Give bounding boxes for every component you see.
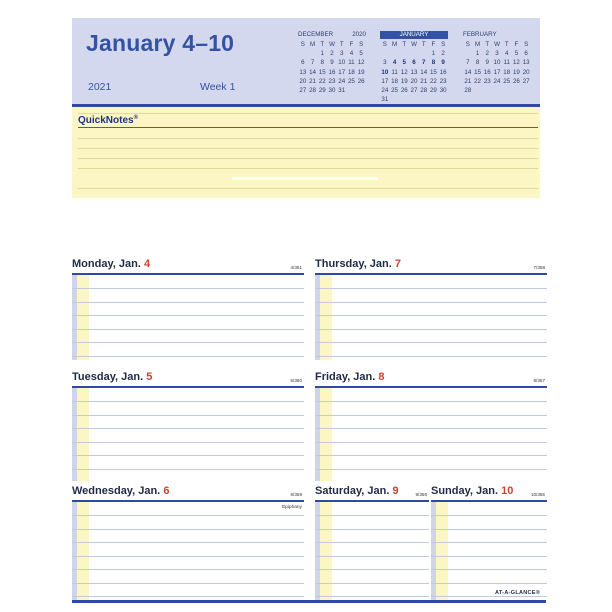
ruled-line (72, 288, 304, 289)
weekday-letter: T (421, 41, 426, 48)
day-number: 7 (394, 258, 402, 270)
mini-calendar-day: 13 (522, 59, 530, 67)
mini-calendar-day: 7 (421, 59, 426, 67)
mini-calendar-day: 20 (410, 77, 418, 85)
mini-calendar-month: FEBRUARY (463, 31, 497, 38)
footer-rule (72, 600, 546, 603)
mini-calendar-day (390, 95, 400, 104)
ruled-line (315, 515, 429, 516)
mini-calendar-day (409, 49, 419, 58)
mini-calendar-grid (463, 40, 531, 95)
year-label: 2021 (88, 81, 112, 93)
day-of-year-count: 5/360 (290, 378, 302, 383)
mini-calendar-day: 17 (338, 68, 346, 76)
mini-calendar-grid (298, 40, 366, 95)
ruled-line (72, 442, 304, 443)
mini-calendar-day: 2 (330, 50, 334, 58)
mini-calendar-day: 27 (299, 86, 307, 94)
mini-calendar-day: 6 (524, 50, 528, 58)
quicknotes-line (78, 188, 538, 189)
mini-calendar-day: 18 (347, 68, 355, 76)
mini-calendar-day: 27 (522, 77, 530, 85)
brand-logo: AT-A-GLANCE® (495, 590, 541, 596)
day-header-rule (72, 273, 304, 275)
mini-calendar-day: 16 (483, 68, 491, 76)
mini-calendar-day: 8 (320, 59, 324, 67)
ruled-line (315, 542, 429, 543)
ruled-line (315, 469, 547, 470)
mini-calendar-day: 23 (439, 77, 447, 85)
weekday-letter: F (431, 41, 436, 48)
mini-calendar-day: 10 (381, 68, 389, 76)
mini-calendar-day: 14 (464, 68, 472, 76)
week-number-label: Week 1 (200, 81, 236, 93)
mini-calendar-day: 2 (485, 50, 489, 58)
mini-calendar-header (298, 31, 366, 39)
mini-calendar-day: 31 (338, 86, 346, 94)
day-of-year-count: 9/356 (415, 492, 427, 497)
ruled-line (315, 596, 429, 597)
day-panel-monday[interactable] (72, 258, 304, 360)
ruled-line (72, 469, 304, 470)
mini-calendar-day: 26 (357, 77, 365, 85)
mini-calendar-day: 25 (503, 77, 511, 85)
day-title (315, 485, 399, 497)
weekday-letter: M (474, 41, 481, 48)
day-panel-wednesday[interactable] (72, 485, 304, 600)
ruled-line (72, 356, 304, 357)
day-number: 8 (378, 371, 385, 383)
day-of-year-count: 8/357 (533, 378, 545, 383)
day-of-year-count: 6/359 (290, 492, 302, 497)
mini-calendar-day (390, 49, 400, 58)
weekday-letter: M (309, 41, 316, 48)
mini-calendar-day: 10 (338, 59, 346, 67)
mini-calendar-day: 12 (357, 59, 365, 67)
weekday-letter: S (441, 41, 446, 48)
day-title (431, 485, 513, 497)
quicknotes-line (78, 113, 538, 114)
mini-calendar-day: 17 (493, 68, 501, 76)
ruled-line (72, 569, 304, 570)
holiday-label: Epiphany (281, 505, 302, 510)
ruled-line (431, 556, 547, 557)
ruled-line (72, 302, 304, 303)
day-number: 5 (146, 371, 153, 383)
day-panel-friday[interactable] (315, 371, 547, 481)
mini-calendar-day: 4 (349, 50, 354, 58)
mini-calendar-day: 24 (381, 86, 389, 94)
mini-calendar-day: 1 (320, 50, 324, 58)
ruled-line (431, 542, 547, 543)
mini-calendar-day (438, 95, 448, 104)
mini-calendar-day: 3 (339, 50, 344, 58)
ruled-line (315, 583, 429, 584)
day-name: Tuesday, Jan. (72, 371, 144, 383)
day-title (315, 258, 401, 270)
mini-calendar-day: 7 (310, 59, 315, 67)
ruled-line (72, 329, 304, 330)
day-title (72, 371, 152, 383)
weekday-letter: T (320, 41, 325, 48)
mini-calendar-day: 23 (328, 77, 336, 85)
mini-calendar-day (409, 95, 419, 104)
day-name: Saturday, Jan. (315, 485, 390, 497)
mini-calendar-month: DECEMBER (298, 31, 334, 38)
mini-calendar-day: 30 (328, 86, 336, 94)
mini-calendar-day: 15 (429, 68, 437, 76)
mini-calendar-day (473, 86, 483, 95)
week-range-title: January 4–10 (86, 30, 235, 56)
quicknotes-red-rule (78, 127, 538, 128)
mini-calendar-february (463, 31, 531, 95)
day-header-rule (315, 273, 547, 275)
mini-calendar-day: 5 (402, 59, 406, 67)
day-title (72, 258, 150, 270)
mini-calendar-day: 26 (512, 77, 520, 85)
day-header-rule (431, 500, 547, 502)
mini-calendar-day: 29 (429, 86, 437, 94)
quicknotes-tab-slot (232, 177, 378, 180)
weekday-letter: T (402, 41, 407, 48)
quicknotes-line (78, 168, 538, 169)
mini-calendar-day: 28 (309, 86, 316, 94)
day-header-rule (315, 500, 429, 502)
mini-calendar-january (380, 31, 448, 104)
weekday-letter: S (359, 41, 364, 48)
mini-calendar-day: 6 (412, 59, 416, 67)
weekday-letter: F (349, 41, 354, 48)
weekday-letter: T (339, 41, 344, 48)
mini-calendar-year: 2020 (352, 31, 366, 38)
mini-calendar-day: 22 (474, 77, 481, 85)
mini-calendar-day: 5 (359, 50, 363, 58)
mini-calendar-day: 19 (512, 68, 520, 76)
mini-calendar-day: 4 (392, 59, 397, 67)
ruled-line (315, 415, 547, 416)
weekday-letter: S (465, 41, 470, 48)
quicknotes-line (78, 148, 538, 149)
mini-calendar-day: 26 (400, 86, 408, 94)
day-panel-thursday[interactable] (315, 258, 547, 360)
day-highlight-column (320, 502, 332, 600)
mini-calendar-day: 1 (431, 50, 436, 58)
mini-calendar-day (482, 86, 492, 95)
mini-calendar-day (429, 95, 439, 104)
mini-calendar-day (419, 95, 429, 104)
weekday-letter: W (494, 41, 500, 48)
mini-calendar-day: 25 (347, 77, 355, 85)
ruled-line (315, 288, 547, 289)
mini-calendar-day (356, 86, 366, 95)
mini-calendar-day: 24 (493, 77, 501, 85)
ruled-line (315, 529, 429, 530)
day-header-rule (315, 386, 547, 388)
mini-calendar-day: 13 (299, 68, 307, 76)
mini-calendar-day: 8 (475, 59, 480, 67)
mini-calendar-day: 2 (441, 50, 445, 58)
quicknotes-label: QuickNotes® (78, 115, 138, 127)
day-number: 6 (163, 485, 170, 497)
mini-calendar-december (298, 31, 366, 95)
day-name: Sunday, Jan. (431, 485, 499, 497)
day-name: Wednesday, Jan. (72, 485, 161, 497)
ruled-line (431, 583, 547, 584)
weekday-letter: T (485, 41, 490, 48)
ruled-line (315, 356, 547, 357)
day-number: 9 (392, 485, 399, 497)
ruled-line (72, 596, 304, 597)
mini-calendar-day (512, 86, 522, 95)
mini-calendar-day: 5 (514, 50, 519, 58)
mini-calendar-day (492, 86, 502, 95)
mini-calendar-day (347, 86, 357, 95)
mini-calendar-day: 1 (475, 50, 480, 58)
day-of-year-count: 10/355 (530, 492, 545, 497)
weekday-letter: S (300, 41, 305, 48)
day-panel-saturday[interactable] (315, 485, 429, 600)
mini-calendar-day: 21 (309, 77, 316, 85)
mini-calendar-day: 31 (381, 96, 389, 104)
mini-calendar-day: 21 (464, 77, 472, 85)
mini-calendar-day: 15 (318, 68, 326, 76)
mini-calendar-day (308, 49, 318, 58)
weekday-letter: W (411, 41, 417, 48)
mini-calendar-day (399, 49, 409, 58)
mini-calendar-day: 11 (348, 59, 355, 67)
ruled-line (431, 529, 547, 530)
mini-calendar-day: 22 (318, 77, 326, 85)
ruled-line (72, 556, 304, 557)
mini-calendar-day: 4 (504, 50, 509, 58)
mini-calendar-day: 20 (522, 68, 530, 76)
mini-calendar-day: 3 (495, 50, 499, 58)
mini-calendar-day: 9 (485, 59, 489, 67)
ruled-line (72, 342, 304, 343)
mini-calendar-day: 14 (420, 68, 428, 76)
mini-calendar-day (463, 49, 473, 58)
ruled-line (72, 583, 304, 584)
ruled-line (72, 315, 304, 316)
ruled-line (315, 455, 547, 456)
ruled-line (315, 442, 547, 443)
mini-calendar-day (419, 49, 429, 58)
day-header-rule (72, 500, 304, 502)
day-title (315, 371, 385, 383)
ruled-line (72, 542, 304, 543)
day-panel-tuesday[interactable] (72, 371, 304, 481)
ruled-line (315, 428, 547, 429)
mini-calendar-day: 24 (338, 77, 346, 85)
mini-calendar-header (463, 31, 531, 39)
mini-calendar-day: 17 (381, 77, 389, 85)
ruled-line (72, 428, 304, 429)
mini-calendar-day: 6 (301, 59, 305, 67)
ruled-line (431, 515, 547, 516)
mini-calendar-day (380, 49, 390, 58)
mini-calendar-grid (380, 40, 448, 104)
mini-calendar-day: 16 (328, 68, 336, 76)
day-header-rule (72, 386, 304, 388)
ruled-line (72, 529, 304, 530)
ruled-line (72, 455, 304, 456)
mini-calendar-day: 21 (420, 77, 428, 85)
quicknotes-area[interactable] (72, 107, 540, 198)
day-name: Friday, Jan. (315, 371, 376, 383)
ruled-line (72, 401, 304, 402)
mini-calendar-day: 25 (391, 86, 398, 94)
weekday-letter: F (514, 41, 519, 48)
mini-calendar-day: 3 (383, 59, 387, 67)
weekday-letter: T (504, 41, 509, 48)
day-panel-sunday[interactable] (431, 485, 547, 600)
mini-calendar-day: 22 (429, 77, 437, 85)
mini-calendar-day: 9 (330, 59, 334, 67)
day-number: 10 (501, 485, 514, 497)
mini-calendar-day: 9 (441, 59, 445, 67)
day-name: Monday, Jan. (72, 258, 141, 270)
mini-calendar-day: 18 (391, 77, 398, 85)
quicknotes-line (78, 158, 538, 159)
mini-calendar-day: 30 (439, 86, 447, 94)
mini-calendar-header (380, 31, 448, 39)
day-of-year-count: 7/358 (533, 265, 545, 270)
weekday-letter: S (382, 41, 387, 48)
mini-calendar-day: 19 (357, 68, 365, 76)
mini-calendar-day: 20 (299, 77, 307, 85)
mini-calendar-day: 29 (318, 86, 326, 94)
day-highlight-column (436, 502, 448, 600)
ruled-line (315, 315, 547, 316)
mini-calendar-day: 11 (503, 59, 510, 67)
day-highlight-column (77, 502, 89, 600)
day-number: 4 (143, 258, 151, 270)
mini-calendar-day: 7 (466, 59, 470, 67)
mini-calendar-day (298, 49, 308, 58)
ruled-line (72, 515, 304, 516)
ruled-line (431, 569, 547, 570)
weekday-letter: M (391, 41, 398, 48)
day-name: Thursday, Jan. (315, 258, 392, 270)
mini-calendar-day: 15 (474, 68, 481, 76)
mini-calendar-day: 12 (400, 68, 408, 76)
mini-calendar-day: 19 (400, 77, 408, 85)
weekday-letter: S (524, 41, 529, 48)
weekday-letter: W (329, 41, 335, 48)
mini-calendar-month: JANUARY (399, 31, 429, 38)
mini-calendar-day: 28 (420, 86, 428, 94)
ruled-line (315, 329, 547, 330)
mini-calendar-day (521, 86, 531, 95)
day-of-year-count: 4/361 (290, 265, 302, 270)
day-title (72, 485, 169, 497)
mini-calendar-day: 18 (503, 68, 511, 76)
ruled-line (431, 596, 547, 597)
quicknotes-line (78, 138, 538, 139)
mini-calendar-day: 16 (439, 68, 447, 76)
ruled-line (315, 342, 547, 343)
mini-calendar-day: 10 (493, 59, 501, 67)
mini-calendar-day: 23 (483, 77, 491, 85)
mini-calendar-day: 14 (309, 68, 316, 76)
mini-calendar-day: 28 (464, 86, 472, 94)
mini-calendar-day (502, 86, 512, 95)
ruled-line (72, 415, 304, 416)
ruled-line (315, 569, 429, 570)
ruled-line (315, 556, 429, 557)
mini-calendar-day: 27 (410, 86, 418, 94)
mini-calendar-day: 12 (512, 59, 520, 67)
mini-calendar-day: 8 (431, 59, 436, 67)
mini-calendar-day (399, 95, 409, 104)
ruled-line (315, 401, 547, 402)
ruled-line (315, 302, 547, 303)
mini-calendar-day: 13 (410, 68, 418, 76)
mini-calendar-day: 11 (391, 68, 398, 76)
